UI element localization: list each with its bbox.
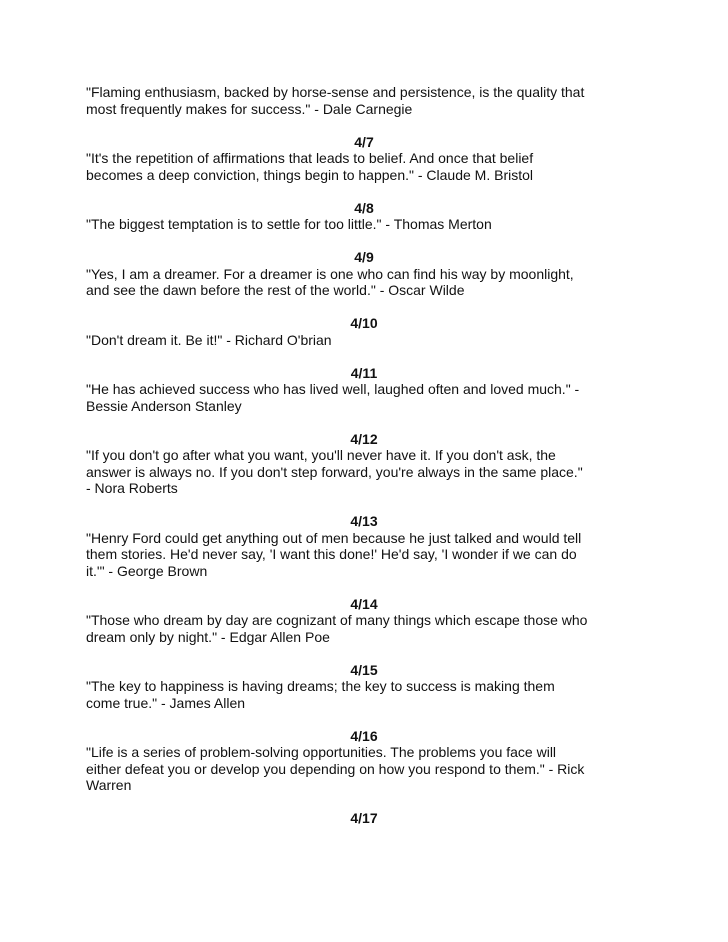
quote-line: come true." - James Allen — [86, 694, 246, 711]
date-heading: 4/11 — [350, 364, 378, 381]
quote-line: dream only by night." - Edgar Allen Poe — [86, 628, 330, 645]
date-heading: 4/16 — [350, 727, 378, 744]
quote-line: "Don't dream it. Be it!" - Richard O'brian — [86, 331, 332, 348]
quote-entry — [86, 728, 642, 794]
date-heading: 4/10 — [350, 315, 378, 331]
quote-entry — [86, 249, 642, 299]
quote-line: it.'" - George Brown — [86, 562, 208, 579]
quote-line: becomes a deep conviction, things begin to happen." - Claude M. Bristol — [86, 166, 534, 183]
date-heading: 4/15 — [350, 661, 378, 678]
date-heading: 4/12 — [350, 430, 378, 447]
intro-quote — [86, 84, 642, 117]
quote-entry — [86, 134, 642, 184]
quote-line: "If you don't go after what you want, you'll never have it. If you don't ask, the — [86, 447, 556, 463]
quote-line: and see the dawn before the rest of the world." - Oscar Wilde — [86, 282, 465, 298]
document-page — [86, 84, 642, 843]
quote-line: "It's the repetition of affirmations that leads to belief. And once that belief — [86, 150, 534, 166]
quote-line: - Nora Roberts — [86, 480, 178, 496]
quote-line: "Yes, I am a dreamer. For a dreamer is one who can find his way by moonlight, — [86, 265, 574, 282]
quote-entry — [86, 596, 642, 646]
quote-line: "Life is a series of problem-solving opportunities. The problems you face will — [86, 744, 557, 760]
quote-line: answer is always no. If you don't step forward, you're always in the same place." — [86, 463, 583, 480]
quote-line: "Flaming enthusiasm, backed by horse-sense and persistence, is the quality that — [86, 84, 585, 100]
quote-entry — [86, 810, 642, 827]
date-heading: 4/8 — [354, 199, 374, 216]
date-heading: 4/13 — [350, 513, 378, 529]
quote-line: Warren — [86, 777, 132, 793]
quote-entry — [86, 662, 642, 712]
quote-line: "The key to happiness is having dreams; the key to success is making them — [86, 678, 555, 694]
quote-line: "The biggest temptation is to settle for too little." - Thomas Merton — [86, 216, 492, 232]
quote-line: Bessie Anderson Stanley — [86, 397, 242, 414]
date-heading: 4/9 — [354, 249, 374, 265]
quote-line: "Those who dream by day are cognizant of many things which escape those who — [86, 612, 588, 628]
quote-line: most frequently makes for success." - Dale Carnegie — [86, 100, 413, 117]
date-heading: 4/7 — [354, 133, 374, 150]
quote-entry — [86, 365, 642, 415]
quote-entry — [86, 315, 642, 348]
quote-entry — [86, 200, 642, 233]
date-heading: 4/17 — [350, 810, 378, 826]
quote-line: them stories. He'd never say, 'I want this done!' He'd say, 'I wonder if we can do — [86, 546, 577, 562]
quote-line: either defeat you or develop you depending on how you respond to them." - Rick — [86, 760, 585, 777]
quote-entry — [86, 431, 642, 497]
quote-line: "He has achieved success who has lived well, laughed often and loved much." - — [86, 381, 580, 397]
quote-entry — [86, 513, 642, 579]
date-heading: 4/14 — [350, 595, 378, 612]
quote-line: "Henry Ford could get anything out of men because he just talked and would tell — [86, 529, 582, 546]
